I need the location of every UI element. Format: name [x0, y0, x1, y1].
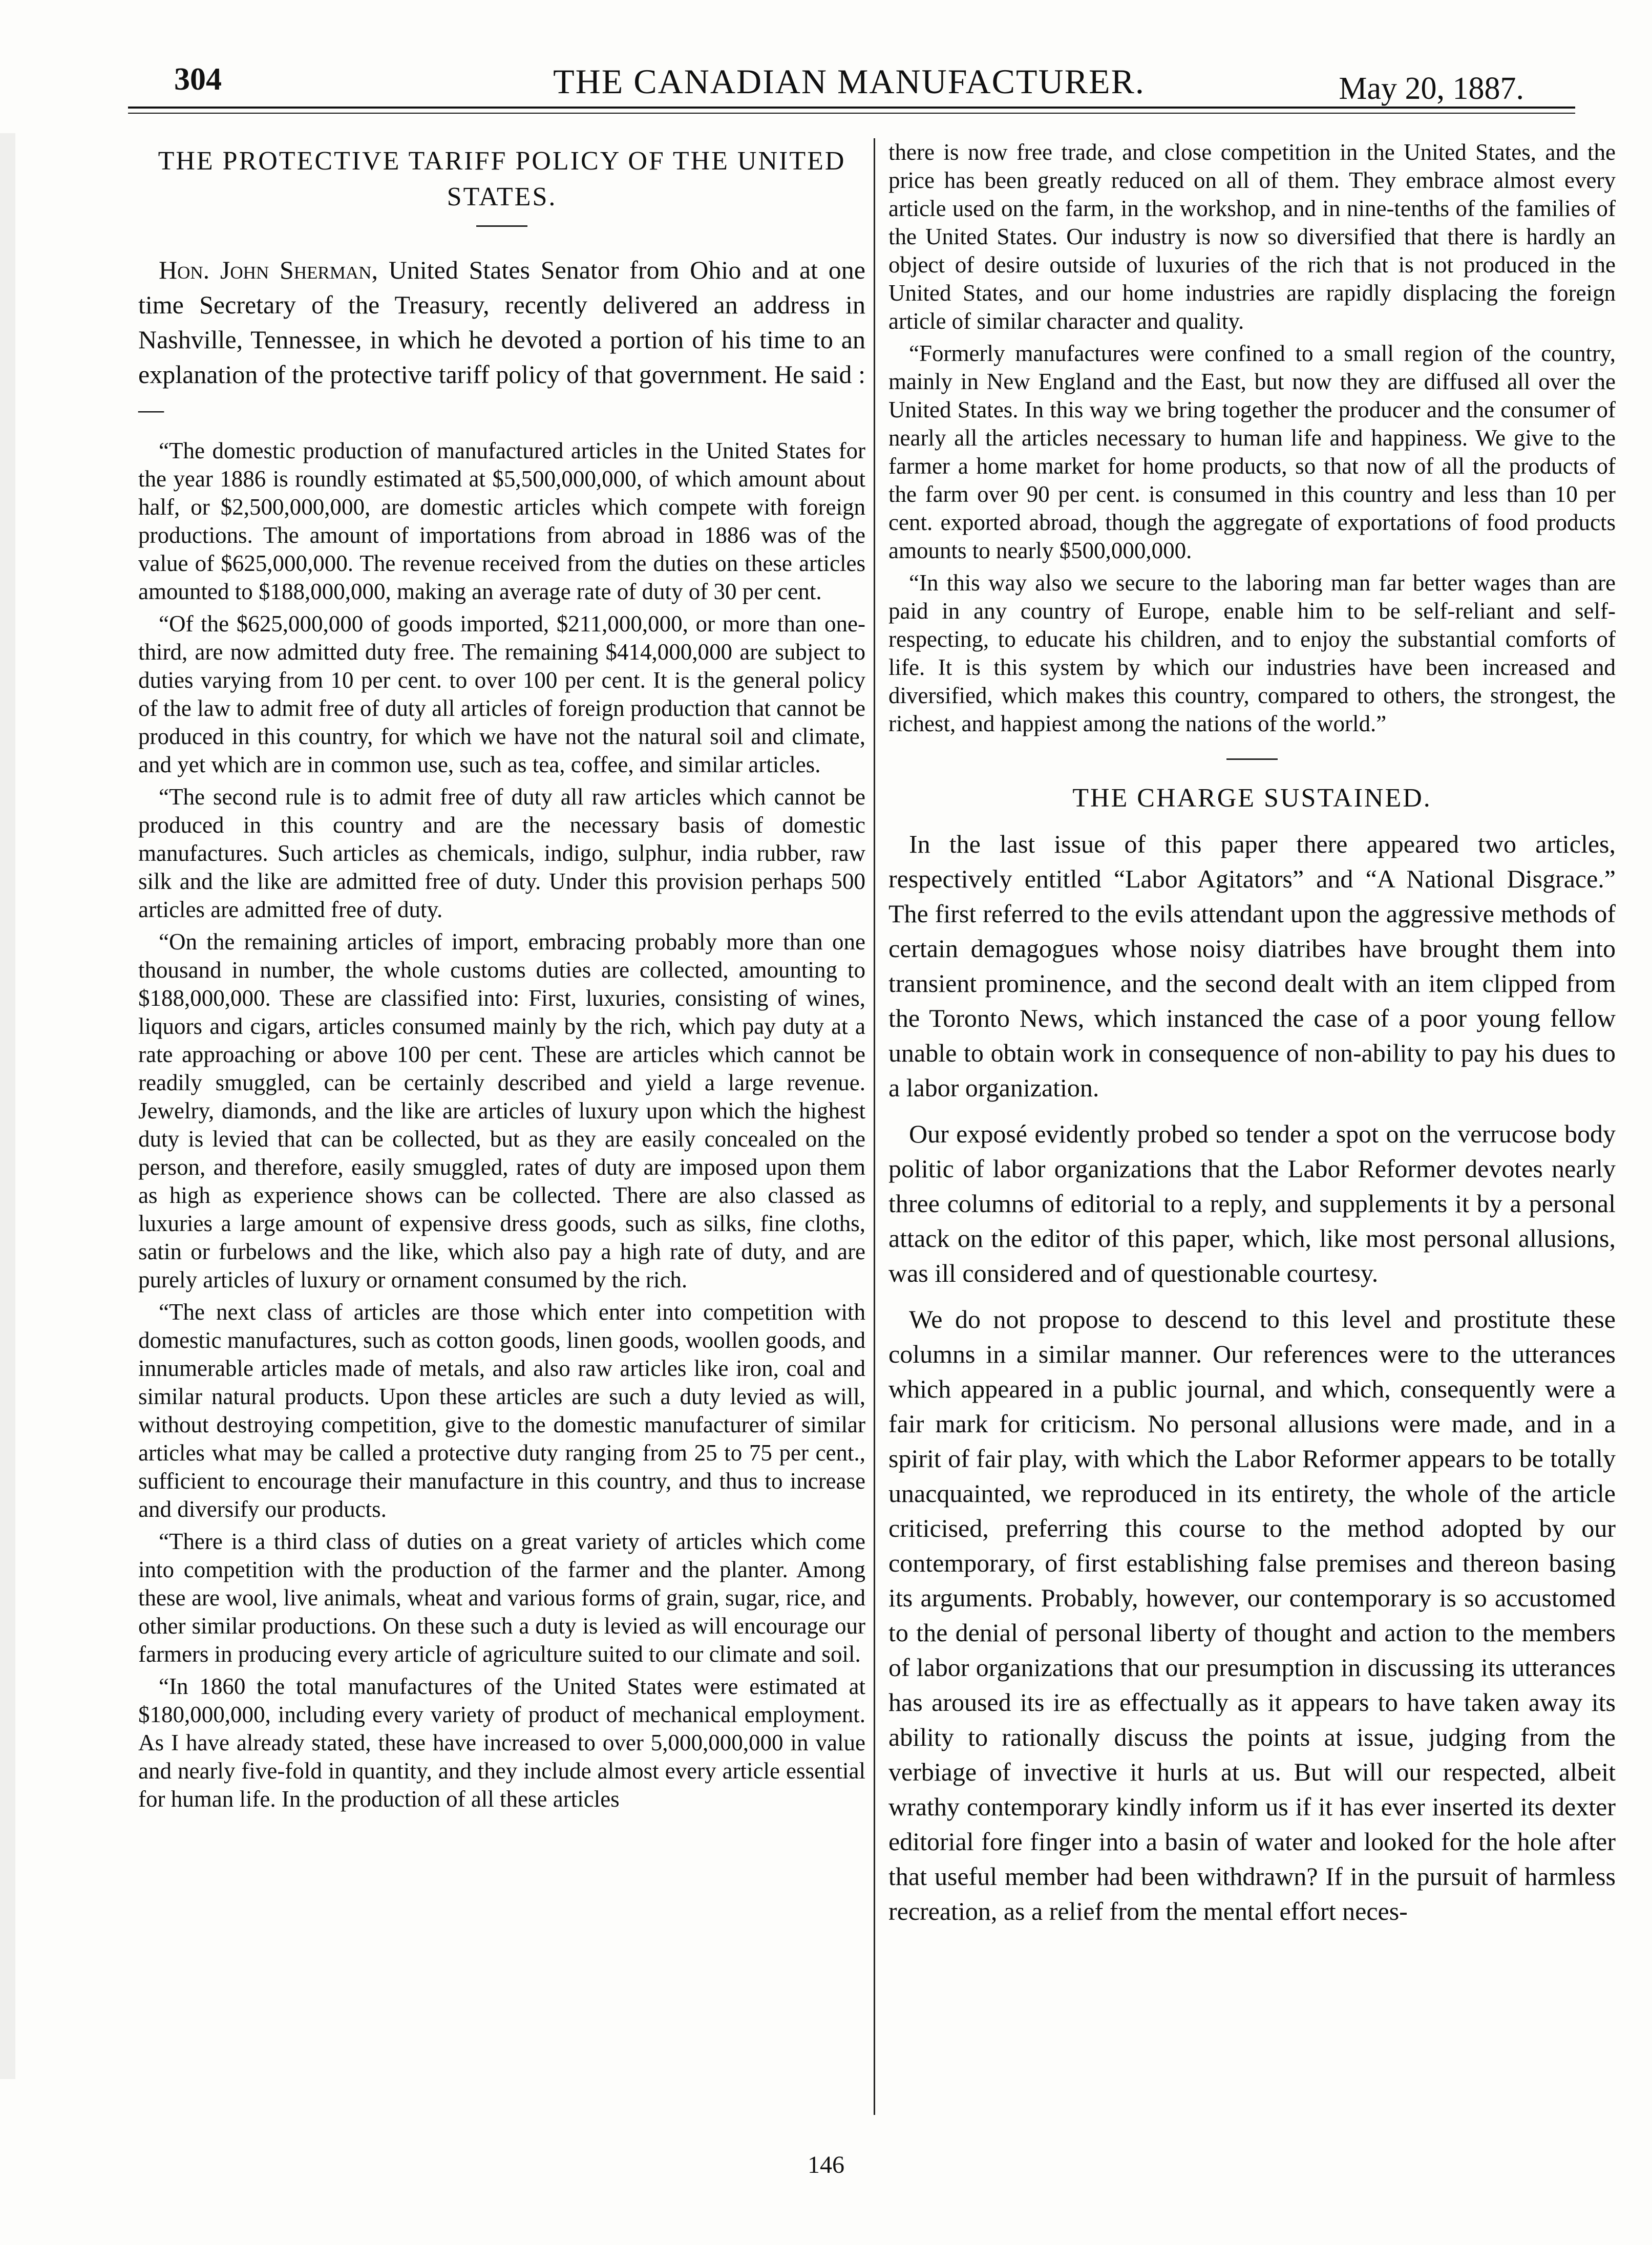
- intro-text: United States Senator from Ohio and at one time Secretary of the Treasury, recently delivered an address in Nashville, Tennessee, in which he devoted a portion of his time to an explanation of the protective tariff policy of that government. He said :—: [138, 256, 865, 423]
- paragraph: We do not propose to descend to this level and prostitute these columns in a similar manner. Our references were to the utterances which appeared in a public journal, and which, consequently were a fair mark for criticism. No personal allusions were made, and in a spirit of fair play, with which the Labor Reformer appears to be totally unacquainted, we reproduced in its entirety, the whole of the article criticised, preferring this course to the method adopted by our contemporary, of first establishing false premises and thereon basing its arguments. Probably, however, our contemporary is so accustomed to the denial of personal liberty of thought and action to the members of labor organizations that our presumption in discussing its utterances has aroused its ire as effectually as it appears to have taken away its ability to rationally discuss the points at issue, judging from the verbiage of invective it hurls at us. But will our respected, albeit wrathy contemporary kindly inform us if it has ever inserted its dexter editorial fore finger into a basin of water and looked for the hole after that useful member had been withdrawn? If in the pursuit of harmless recreation, as a relief from the mental effort neces-: [888, 1305, 1616, 1925]
- paragraph: “The second rule is to admit free of duty all raw articles which cannot be produced in this country and are the necessary basis of domestic manufactures. Such articles as chemicals, indigo, sulphur, india rubber, raw silk and the like are admitted free of duty. Under this provision perhaps 500 articles are admitted free of duty.: [138, 784, 865, 922]
- column-divider: [874, 138, 875, 2115]
- paragraph: there is now free trade, and close competition in the United States, and the price has been greatly reduced on all of them. They embrace almost every article used on the farm, in the workshop, and in nine-tenths of the families of the United States. Our industry is now so diversified that there is hardly an object of desire outside of luxuries of the rich that is not produced in the United States, and our home industries are rapidly displacing the foreign article of similar character and quality.: [888, 139, 1616, 334]
- paragraph: “Of the $625,000,000 of goods imported, $211,000,000, or more than one-third, are now admitted duty free. The remaining $414,000,000 are subject to duties varying from 10 per cent. to over 100 per cent. It is the general policy of the law to admit free of duty all articles of foreign production that cannot be produced in this country, for which we have not the natural soil and climate, and yet which are in common use, such as tea, coffee, and similar articles.: [138, 611, 865, 777]
- paragraph: Our exposé evidently probed so tender a spot on the verrucose body politic of labor organizations that the Labor Reformer devotes nearly three columns of editorial to a reply, and supplements it by a personal attack on the editor of this paper, which, like most personal allusions, was ill considered and of questionable courtesy.: [888, 1119, 1616, 1287]
- article-intro: [138, 252, 865, 427]
- article-title: THE PROTECTIVE TARIFF POLICY OF THE UNITED STATES.: [158, 146, 846, 211]
- page-header: [123, 41, 1575, 108]
- title-rule: [476, 225, 527, 227]
- journal-title: THE CANADIAN MANUFACTURER.: [553, 62, 1145, 101]
- issue-date: May 20, 1887.: [1339, 71, 1524, 106]
- paragraph: “In 1860 the total manufactures of the United States were estimated at $180,000,000, including every variety of product of mechanical employment. As I have already stated, these have increased to over 5,000,000,000 in value and nearly five-fold in quantity, and they include almost every article essential for human life. In the production of all these articles: [138, 1674, 865, 1812]
- page-folio: 146: [808, 2151, 844, 2178]
- left-column: [138, 138, 865, 2146]
- paragraph: “In this way also we secure to the laboring man far better wages than are paid in any country of Europe, enable him to be self-reliant and self-respecting, to educate his children, and to enjoy the substantial comforts of life. It is this system by which our industries have been increased and diversified, which makes this country, compared to others, the strongest, the richest, and happiest among the nations of the world.”: [888, 570, 1616, 736]
- paragraph: “There is a third class of duties on a great variety of articles which come into competition with the production of the farmer and the planter. Among these are wool, live animals, wheat and various forms of grain, sugar, rice, and other similar productions. On these such a duty is levied as will encourage our farmers in producing every article of agriculture suited to our climate and soil.: [138, 1529, 865, 1667]
- paragraph: In the last issue of this paper there appeared two articles, respectively entitled “Labor Agitators” and “A National Disgrace.” The first referred to the evils attendant upon the aggressive methods of certain demagogues whose noisy diatribes have brought them into transient prominence, and the second dealt with an item clipped from the Toronto News, which instanced the case of a poor young fellow unable to obtain work in consequence of non-ability to pay his dues to a labor organization.: [888, 830, 1616, 1102]
- paragraph: “The domestic production of manufactured articles in the United States for the year 1886 is roundly estimated at $5,500,000,000, of which amount about half, or $2,500,000,000, are domestic articles which compete with foreign productions. The amount of importations from abroad in 1886 was of the value of $625,000,000. The revenue received from the duties on these articles amounted to $188,000,000, making an average rate of duty of 30 per cent.: [138, 438, 865, 604]
- header-rule: [128, 107, 1575, 114]
- paragraph: “The next class of articles are those which enter into competition with domestic manufactures, such as cotton goods, linen goods, woollen goods, and innumerable articles made of metals, and also raw articles like iron, coal and similar natural products. Upon these articles are such a duty levied as will, without destroying competition, give to the domestic manufacturer of similar articles what may be called a protective duty ranging from 25 to 75 per cent., sufficient to encourage their manufacture in this country, and thus to increase and diversify our products.: [138, 1299, 865, 1522]
- section-rule: [1226, 758, 1278, 760]
- right-column: [888, 138, 1616, 2146]
- page-number: 304: [174, 62, 222, 97]
- article-title: THE CHARGE SUSTAINED.: [1072, 783, 1432, 813]
- paragraph: “On the remaining articles of import, embracing probably more than one thousand in number, the whole customs duties are collected, amounting to $188,000,000. These are classified into: First, luxuries, consisting of wines, liquors and cigars, articles consumed mainly by the rich, which pay duty at a rate approaching or above 100 per cent. These are articles which cannot be readily smuggled, can be certainly described and yield a large revenue. Jewelry, diamonds, and the like are articles of luxury upon which the highest duty is levied that can be collected, but as they are easily concealed on the person, and therefore, easily smuggled, rates of duty are imposed upon them as high as experience shows can be collected. There are also classed as luxuries a large amount of expensive dress goods, such as silks, fine cloths, satin or furbelows and the like, which also pay a high rate of duty, and are purely articles of luxury or ornament consumed by the rich.: [138, 929, 865, 1293]
- binding-edge: [0, 133, 15, 2079]
- author-name: Hon. John Sherman,: [159, 256, 378, 284]
- paragraph: “Formerly manufactures were confined to a small region of the country, mainly in New England and the East, but now they are diffused all over the United States. In this way we bring together the producer and the consumer of nearly all the articles necessary to human life and happiness. We give to the farmer a home market for home products, so that now of all the products of the farm over 90 per cent. is consumed in this country and less than 10 per cent. exported abroad, though the aggregate of exportations of food products amounts to nearly $500,000,000.: [888, 341, 1616, 563]
